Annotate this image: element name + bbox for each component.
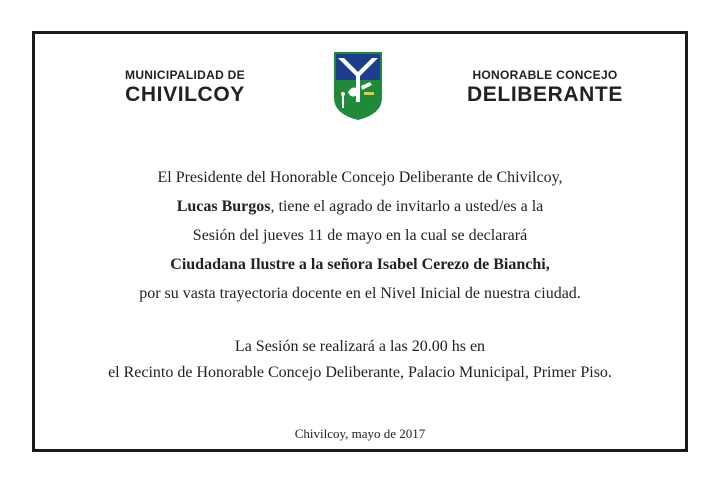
invitation-line-3: Sesión del jueves 11 de mayo en la cual se declarará (192, 227, 528, 244)
council-label: HONORABLE CONCEJO (472, 68, 618, 82)
session-time-line: La Sesión se realizará a las 20.00 hs en (234, 338, 486, 355)
session-location-line: el Recinto de Honorable Concejo Deliberante, Palacio Municipal, Primer Piso. (108, 364, 612, 381)
coat-of-arms-icon (334, 52, 382, 120)
invitation-paragraph (35, 163, 685, 308)
place-date: Chivilcoy, mayo de 2017 (294, 426, 426, 441)
invitation-line-1: El Presidente del Honorable Concejo Deliberante de Chivilcoy, (157, 169, 563, 186)
invitation-line-5: por su vasta trayectoria docente en el Nivel Inicial de nuestra ciudad. (139, 285, 581, 302)
invitation-line-2 (35, 192, 685, 221)
council-header (455, 68, 635, 108)
municipality-name: CHIVILCOY (125, 83, 245, 106)
honoree-line: Ciudadana Ilustre a la señora Isabel Cerezo de Bianchi, (170, 256, 550, 273)
session-paragraph (35, 334, 685, 386)
council-name: DELIBERANTE (467, 83, 623, 106)
municipality-header (95, 68, 275, 108)
municipality-label: MUNICIPALIDAD DE (125, 68, 245, 82)
invitation-card (32, 31, 688, 452)
invitation-line-2-rest: , tiene el agrado de invitarlo a usted/es a la (270, 198, 544, 215)
president-name: Lucas Burgos (176, 198, 271, 215)
